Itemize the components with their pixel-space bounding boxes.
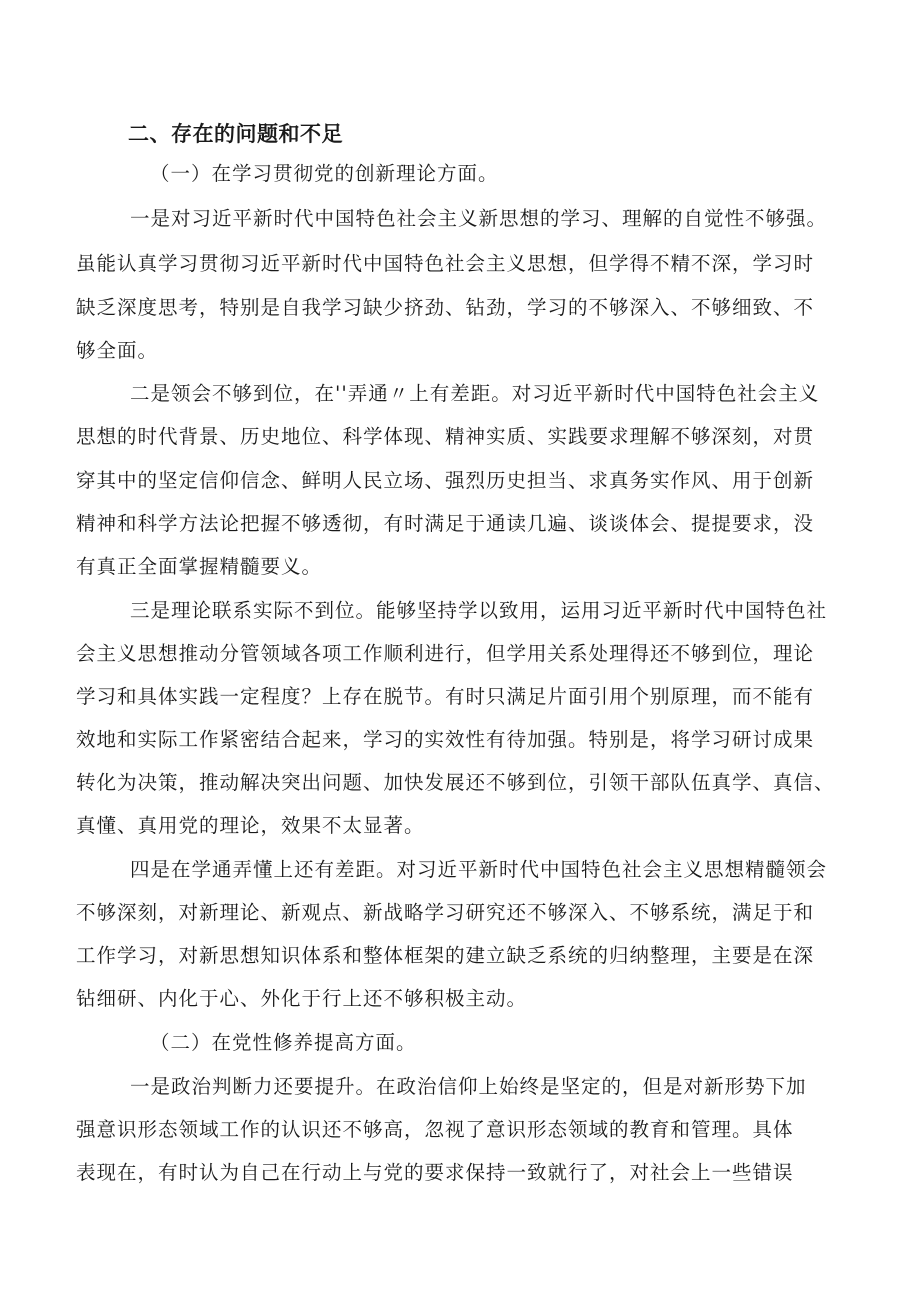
paragraph-line: 够全面。 [76, 339, 159, 362]
paragraph-line: 三是理论联系实际不到位。能够坚持学以致用，运用习近平新时代中国特色社 [130, 599, 828, 622]
section-heading: 二、存在的问题和不足 [128, 122, 343, 146]
paragraph-line: 缺乏深度思考，特别是自我学习缺少挤劲、钻劲，学习的不够深入、不够细致、不 [76, 296, 815, 319]
subheading-1: （一）在学习贯彻党的创新理论方面。 [150, 162, 499, 185]
paragraph-line: 工作学习，对新思想知识体系和整体框架的建立缺乏系统的归纳整理，主要是在深 [76, 944, 815, 967]
paragraph-line: 四是在学通弄懂上还有差距。对习近平新时代中国特色社会主义思想精髓领会 [130, 858, 828, 881]
paragraph-line: 有真正全面掌握精髓要义。 [76, 555, 323, 578]
paragraph-line: 表现在，有时认为自己在行动上与党的要求保持一致就行了，对社会上一些错误 [76, 1161, 794, 1184]
paragraph-line: 强意识形态领域工作的认识还不够高，忽视了意识形态领域的教育和管理。具体 [76, 1118, 794, 1141]
paragraph-line: 真懂、真用党的理论，效果不太显著。 [76, 814, 425, 837]
paragraph-line: 转化为决策，推动解决突出问题、加快发展还不够到位，引领干部队伍真学、真信、 [76, 771, 835, 794]
paragraph-line: 一是对习近平新时代中国特色社会主义新思想的学习、理解的自觉性不够强。 [130, 207, 828, 230]
paragraph-line: 学习和具体实践一定程度？上存在脱节。有时只满足片面引用个别原理，而不能有 [76, 685, 815, 708]
paragraph-line: 不够深刻，对新理论、新观点、新战略学习研究还不够深入、不够系统，满足于和 [76, 901, 815, 924]
paragraph-line: 一是政治判断力还要提升。在政治信仰上始终是坚定的，但是对新形势下加 [130, 1075, 807, 1098]
paragraph-line: 思想的时代背景、历史地位、科学体现、精神实质、实践要求理解不够深刻，对贯 [76, 425, 815, 448]
paragraph-line: 二是领会不够到位，在''弄通〃上有差距。对习近平新时代中国特色社会主义 [130, 382, 820, 405]
subheading-2: （二）在党性修养提高方面。 [150, 1031, 417, 1054]
paragraph-line: 穿其中的坚定信仰信念、鲜明人民立场、强烈历史担当、求真务实作风、用于创新 [76, 469, 815, 492]
paragraph-line: 钻细研、内化于心、外化于行上还不够积极主动。 [76, 987, 528, 1010]
paragraph-line: 效地和实际工作紧密结合起来，学习的实效性有待加强。特别是，将学习研讨成果 [76, 728, 815, 751]
paragraph-line: 会主义思想推动分管领域各项工作顺利进行，但学用关系处理得还不够到位，理论 [76, 642, 815, 665]
paragraph-line: 虽能认真学习贯彻习近平新时代中国特色社会主义思想，但学得不精不深，学习时 [76, 252, 815, 275]
paragraph-line: 精神和科学方法论把握不够透彻，有时满足于通读几遍、谈谈体会、提提要求，没 [76, 512, 815, 535]
